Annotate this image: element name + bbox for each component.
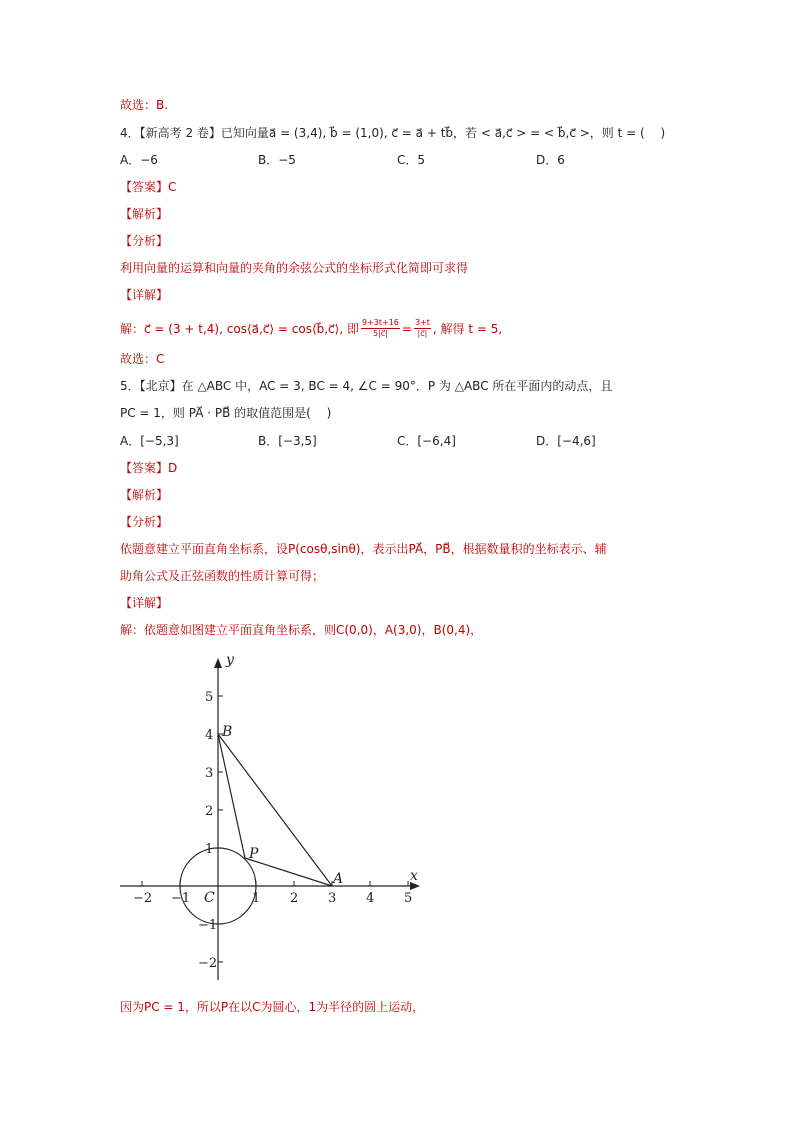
q5-fenxi-line2: 助角公式及正弦函数的性质计算可得； bbox=[120, 569, 325, 583]
x-tick-label: −2 bbox=[133, 891, 153, 906]
x-tick-label: 2 bbox=[290, 891, 299, 906]
q4-fenxi: 利用向量的运算和向量的夹角的余弦公式的坐标形式化简即可求得 bbox=[120, 261, 469, 275]
q4-solution-part-b: , 解得 t = 5, bbox=[432, 321, 503, 336]
y-tick-label: 4 bbox=[205, 728, 214, 743]
q4-option-c: C．5 bbox=[397, 153, 426, 167]
y-tick-label: 3 bbox=[205, 766, 214, 781]
q5-final-line: 因为PC = 1，所以P在以C为圆心，1为半径的圆上运动， bbox=[120, 1000, 425, 1014]
x-axis-label: x bbox=[410, 868, 418, 884]
x-tick-label: 3 bbox=[328, 891, 337, 906]
x-tick-label: 4 bbox=[366, 891, 375, 906]
q4-analysis-tag: 【解析】 bbox=[120, 207, 169, 221]
y-axis-label: y bbox=[226, 652, 234, 668]
q4-equals: = bbox=[401, 321, 412, 336]
q4-fraction-1-numerator: 9+3t+16 bbox=[361, 318, 399, 327]
q5-option-a: A．[−5,3] bbox=[120, 434, 179, 448]
q5-stem-line2: PC = 1，则 PA⃗ · PB⃗ 的取值范围是( ) bbox=[120, 406, 332, 420]
q5-option-c: C．[−6,4] bbox=[397, 434, 456, 448]
x-tick-label: 1 bbox=[252, 891, 261, 906]
q4-option-d: D．6 bbox=[536, 153, 565, 167]
q5-detail-tag: 【详解】 bbox=[120, 596, 169, 610]
q4-fenxi-tag: 【分析】 bbox=[120, 234, 169, 248]
y-tick-label: −2 bbox=[198, 956, 218, 971]
q4-conclusion: 故选：C bbox=[120, 352, 165, 366]
q4-fraction-1-denominator: 5|c⃗| bbox=[372, 329, 388, 338]
point-label-b: B bbox=[222, 724, 233, 740]
q4-solution bbox=[120, 318, 502, 339]
y-axis-arrow bbox=[214, 658, 222, 668]
coordinate-figure bbox=[110, 645, 430, 995]
y-tick-label: 1 bbox=[205, 842, 214, 857]
q4-option-b: B．−5 bbox=[258, 153, 296, 167]
q4-fraction-1 bbox=[361, 318, 400, 339]
q5-option-d: D．[−4,6] bbox=[536, 434, 596, 448]
q5-fenxi-line1: 依题意建立平面直角坐标系，设P(cosθ,sinθ)，表示出PA⃗，PB⃗，根据数量积的坐标表示、辅 bbox=[120, 542, 607, 556]
q5-analysis-tag: 【解析】 bbox=[120, 488, 169, 502]
prev-conclusion: 故选：B. bbox=[120, 98, 169, 112]
point-label-p: P bbox=[249, 846, 259, 862]
x-tick-label: 5 bbox=[404, 891, 413, 906]
q4-fraction-2-numerator: 3+t bbox=[414, 318, 430, 327]
origin-label-c: C bbox=[204, 890, 215, 906]
q5-stem-line1: 5．【北京】在 △ABC 中，AC = 3, BC = 4, ∠C = 90°．P 为 △ABC 所在平面内的动点，且 bbox=[120, 379, 613, 393]
q4-stem: 4．【新高考 2 卷】已知向量a⃗ = (3,4), b⃗ = (1,0), c⃗ = a⃗ + tb⃗，若 < a⃗,c⃗ > = < b⃗,c⃗ >，则 t = ( ) bbox=[120, 126, 666, 140]
q4-option-a: A．−6 bbox=[120, 153, 158, 167]
x-tick-label: −1 bbox=[171, 891, 191, 906]
segment-pa bbox=[245, 858, 332, 886]
q5-option-b: B．[−3,5] bbox=[258, 434, 317, 448]
q5-fenxi-tag: 【分析】 bbox=[120, 515, 169, 529]
q4-detail-tag: 【详解】 bbox=[120, 288, 169, 302]
q5-solution: 解：依题意如图建立平面直角坐标系，则C(0,0)，A(3,0)，B(0,4)， bbox=[120, 623, 483, 637]
y-tick-label: 5 bbox=[205, 690, 214, 705]
q5-answer: 【答案】D bbox=[120, 461, 178, 475]
q4-fraction-2 bbox=[414, 318, 431, 339]
y-tick-label: 2 bbox=[205, 804, 214, 819]
q4-solution-part-a: 解：c⃗ = (3 + t,4), cos⟨a⃗,c⃗⟩ = cos⟨b⃗,c⃗⟩, 即 bbox=[120, 321, 359, 336]
q4-answer: 【答案】C bbox=[120, 180, 177, 194]
y-tick-label: −1 bbox=[198, 918, 218, 933]
q4-fraction-2-denominator: |c⃗| bbox=[417, 329, 428, 338]
point-label-a: A bbox=[333, 871, 344, 887]
